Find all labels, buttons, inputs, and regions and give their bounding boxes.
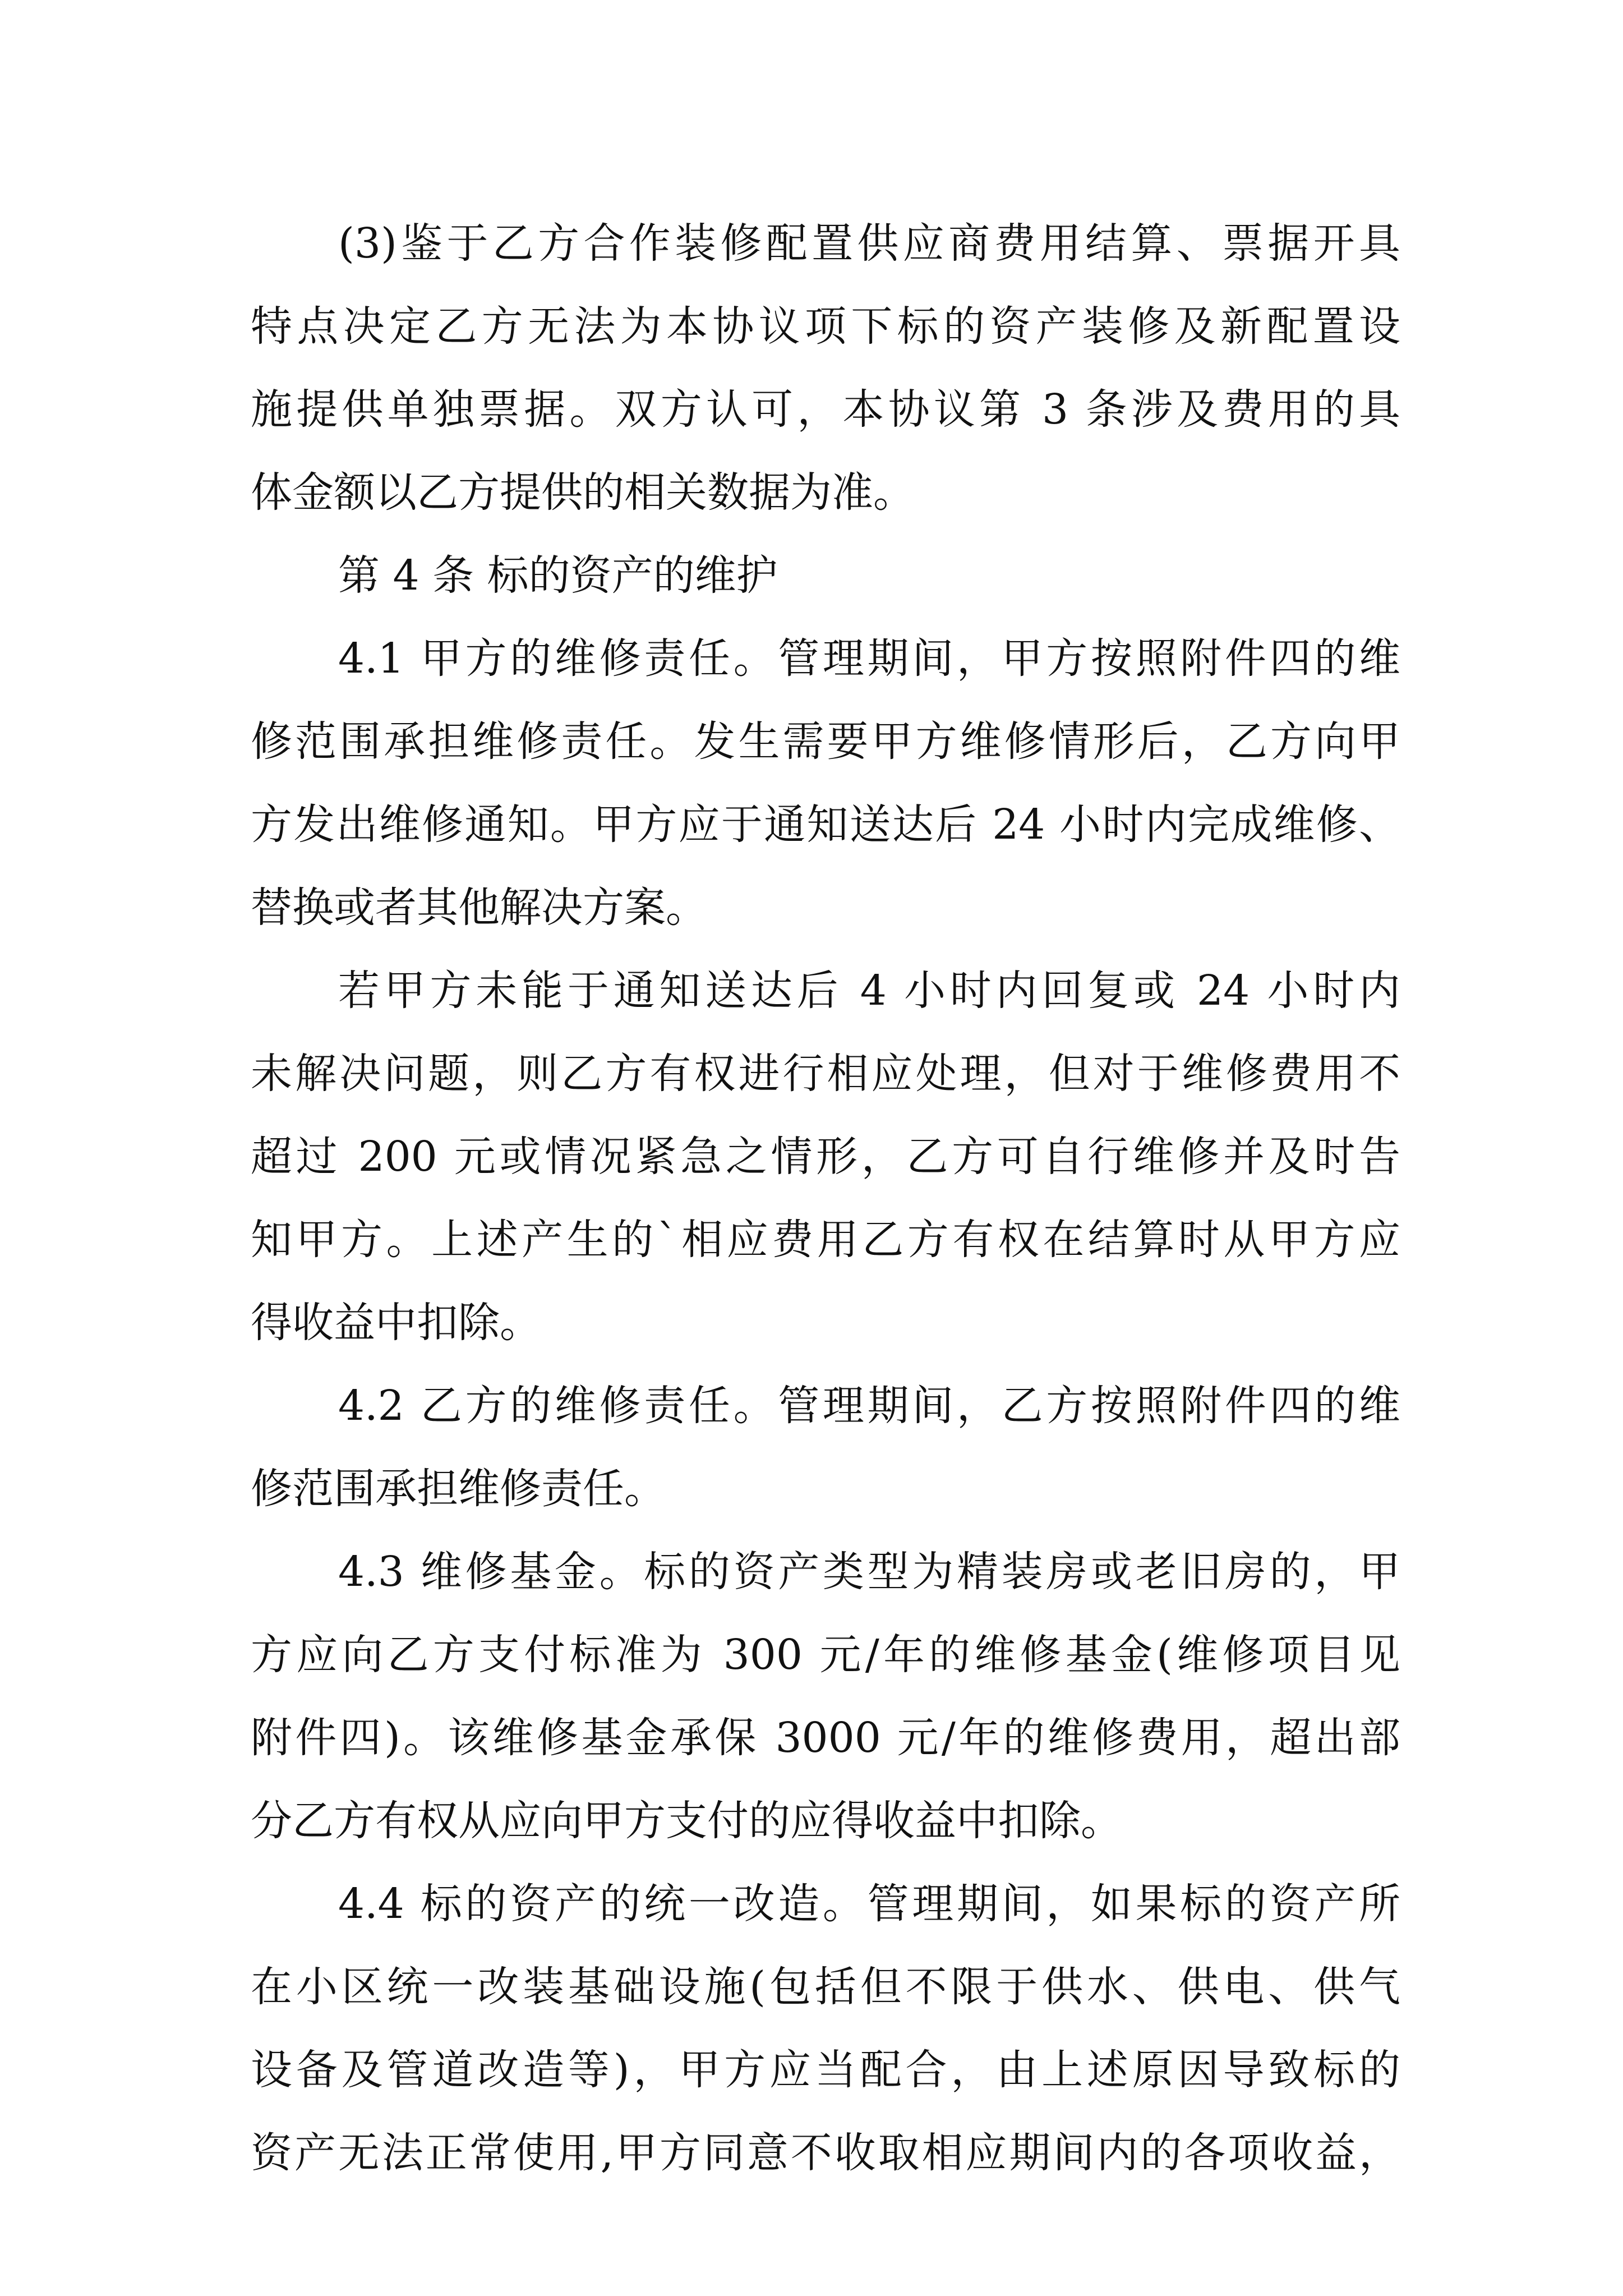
text-line: 超过 200 元或情况紧急之情形，乙方可自行维修并及时告 bbox=[251, 1133, 1400, 1181]
text-line: 施提供单独票据。双方认可，本协议第 3 条涉及费用的具 bbox=[251, 385, 1400, 434]
text-line: 方应向乙方支付标准为 300 元/年的维修基金(维修项目见 bbox=[251, 1631, 1400, 1679]
text-line: 修范围承担维修责任。发生需要甲方维修情形后，乙方向甲 bbox=[251, 717, 1400, 766]
text-line: 4.1 甲方的维修责任。管理期间，甲方按照附件四的维 bbox=[338, 634, 1400, 683]
text-line: 4.2 乙方的维修责任。管理期间，乙方按照附件四的维 bbox=[338, 1382, 1400, 1430]
text-line: 方发出维修通知。甲方应于通知送达后 24 小时内完成维修、 bbox=[251, 800, 1400, 849]
text-line: 附件四)。该维修基金承保 3000 元/年的维修费用，超出部 bbox=[251, 1714, 1400, 1762]
text-line: 知甲方。上述产生的`相应费用乙方有权在结算时从甲方应 bbox=[251, 1216, 1400, 1264]
text-line: 资产无法正常使用,甲方同意不收取相应期间内的各项收益， bbox=[251, 2129, 1400, 2177]
section-heading: 第 4 条 标的资产的维护 bbox=[338, 551, 778, 600]
text-line: 4.4 标的资产的统一改造。管理期间，如果标的资产所 bbox=[338, 1880, 1400, 1928]
text-line: 未解决问题，则乙方有权进行相应处理，但对于维修费用不 bbox=[251, 1050, 1400, 1098]
text-line: 在小区统一改装基础设施(包括但不限于供水、供电、供气 bbox=[251, 1963, 1400, 2011]
text-line: 体金额以乙方提供的相关数据为准。 bbox=[251, 468, 915, 517]
text-line: 若甲方未能于通知送达后 4 小时内回复或 24 小时内 bbox=[338, 967, 1400, 1015]
text-line: 修范围承担维修责任。 bbox=[251, 1465, 666, 1513]
text-line: 分乙方有权从应向甲方支付的应得收益中扣除。 bbox=[251, 1797, 1122, 1845]
text-line: (3)鉴于乙方合作装修配置供应商费用结算、票据开具 bbox=[338, 219, 1400, 268]
text-line: 替换或者其他解决方案。 bbox=[251, 884, 707, 932]
text-line: 特点决定乙方无法为本协议项下标的资产装修及新配置设 bbox=[251, 302, 1400, 351]
text-line: 设备及管道改造等)，甲方应当配合，由上述原因导致标的 bbox=[251, 2046, 1400, 2094]
text-line: 得收益中扣除。 bbox=[251, 1299, 541, 1347]
text-line: 4.3 维修基金。标的资产类型为精装房或老旧房的，甲 bbox=[338, 1548, 1400, 1596]
